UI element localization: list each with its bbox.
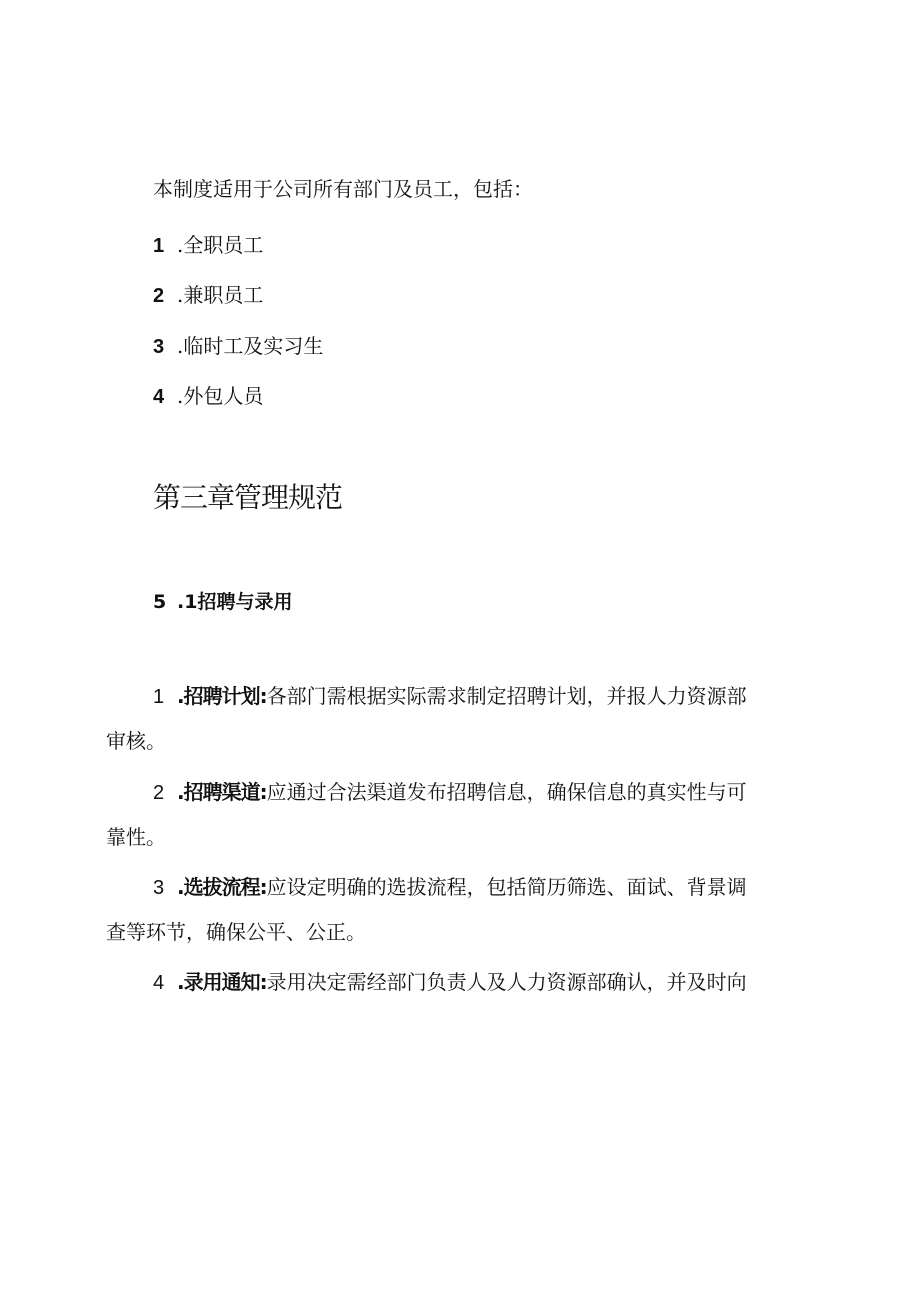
section-title: .1招聘与录用: [177, 591, 293, 613]
clause-paragraph: [106, 865, 811, 954]
clause-text: 应设定明确的选拔流程，包括简历筛选、面试、背景调: [266, 875, 747, 899]
clause-text-continued: 查等环节，确保公平、公正。: [106, 920, 366, 944]
clause-number: 2: [153, 782, 165, 804]
clause-term: .招聘渠道:: [177, 780, 267, 804]
clause-term: .招聘计划:: [177, 684, 267, 708]
section-heading: [153, 588, 292, 616]
scope-item: [153, 230, 263, 261]
clause-text: 应通过合法渠道发布招聘信息，确保信息的真实性与可: [266, 780, 747, 804]
scope-item-text: .兼职员工: [177, 283, 264, 307]
clause-paragraph: [153, 960, 811, 1005]
chapter-title: 第三章管理规范: [153, 481, 343, 514]
scope-item: [153, 331, 323, 362]
scope-item-number: 1: [153, 235, 165, 257]
clause-paragraph: [106, 674, 811, 763]
clause-number: 4: [153, 972, 165, 994]
scope-intro: 本制度适用于公司所有部门及员工，包括：: [153, 177, 533, 201]
scope-item-number: 3: [153, 336, 165, 358]
clause-text-continued: 靠性。: [106, 825, 166, 849]
clause-number: 1: [153, 686, 165, 708]
clause-text: 各部门需根据实际需求制定招聘计划，并报人力资源部: [266, 684, 747, 708]
clause-term: .录用通知:: [177, 970, 267, 994]
scope-item-text: .临时工及实习生: [177, 334, 324, 358]
clause-text: 录用决定需经部门负责人及人力资源部确认，并及时向: [266, 970, 747, 994]
scope-item-text: .全职员工: [177, 233, 264, 257]
clause-number: 3: [153, 877, 165, 899]
scope-item: [153, 280, 263, 311]
clause-term: .选拔流程:: [177, 875, 267, 899]
scope-item-text: .外包人员: [177, 384, 264, 408]
scope-item-number: 2: [153, 285, 165, 307]
section-number: 5: [153, 591, 167, 613]
scope-item: [153, 381, 263, 412]
scope-item-number: 4: [153, 386, 165, 408]
clause-paragraph: [106, 770, 811, 859]
clause-text-continued: 审核。: [106, 729, 166, 753]
